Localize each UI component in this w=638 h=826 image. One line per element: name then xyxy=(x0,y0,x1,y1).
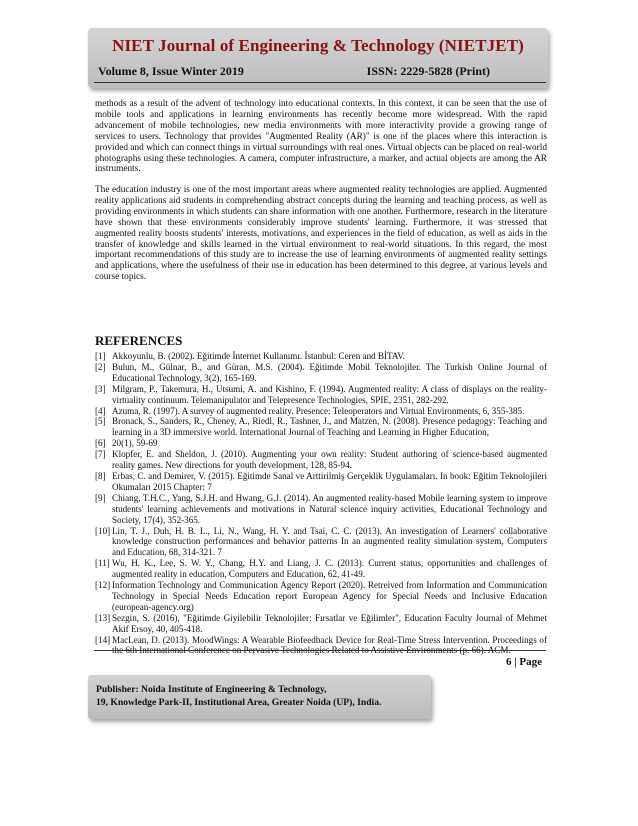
reference-text: Klopfer, E. and Sheldon, J. (2010). Augmenting your own reality: Student authoring of science-based augmented reality games. New directions for youth development, 128, 85-94. xyxy=(112,449,547,471)
reference-text: MacLean, D. (2013). MoodWings: A Wearable Biofeedback Device for Real-Time Stress Intervention. Proceedings of the 6th International Conference on Pervasive Technologies Related to Assistive Environments (p. 66). ACM. xyxy=(112,634,547,656)
reference-item xyxy=(95,580,547,613)
reference-number: [10] xyxy=(95,525,111,536)
footer-divider xyxy=(94,650,546,651)
reference-text: Erbas, C. and Demirer, V. (2015). Eğitimde Sanal ve Arttirilmiş Gerçeklik Uygulamaları. In book: Eğitim Teknolojileri Okumaları 2015 Chapter: 7 xyxy=(112,470,547,492)
reference-number: [11] xyxy=(95,558,110,569)
publisher-address: 19, Knowledge Park-II, Institutional Area, Greater Noida (UP), India. xyxy=(96,697,382,708)
reference-number: [13] xyxy=(95,612,111,623)
reference-number: [5] xyxy=(95,416,106,427)
reference-item xyxy=(95,493,547,526)
reference-item xyxy=(95,362,547,384)
reference-item xyxy=(95,384,547,406)
paragraph-text: methods as a result of the advent of technology into educational contexts. In this context, it can be seen that the use of mobile tools and applications in learning environments has recently become more widespread. With the rapid advancement of mobile technologies, new media environments with more interactivity provide a growing range of services to users. Technology that provides "Augmented Reality (AR)" is one of the places where this interaction is provided and which can connect things in virtual surroundings with real ones. Virtual objects can be placed on real-world photographs using these technologies. A camera, computer infrastructure, a marker, and actual objects are among the AR instruments. xyxy=(95,99,547,175)
publisher-footer-banner xyxy=(88,675,431,719)
issn-info: ISSN: 2229-5828 (Print) xyxy=(366,64,490,78)
reference-text: Lin, T. J., Duh, H. B. L., Li, N., Wang, H. Y. and Tsai, C. C. (2013). An investigation of Learners' collaborative knowledge construction performances and behavior patterns In an augmented reality simulation system, Computers and Education, 68, 314-321. 7 xyxy=(112,525,547,558)
reference-item xyxy=(95,613,547,635)
reference-item xyxy=(95,471,547,493)
body-paragraph-1 xyxy=(95,99,547,175)
references-list xyxy=(95,351,547,656)
reference-text: Bronack, S., Sanders, R., Cheney, A., Riedl, R., Tashner, J., and Matzen, N. (2008). Presence pedagogy: Teaching and learning in a 3D immersive world. International Journal of Teaching and Learning in Higher Education, xyxy=(112,416,547,438)
reference-item xyxy=(95,438,547,449)
reference-text: Information Technology and Communication Agency Report (2020). Retreived from Information and Communication Technology in Special Needs Education report European Agency for Special Needs and Inclusive Education (european-agency.org) xyxy=(112,580,547,612)
publisher-name: Publisher: Noida Institute of Engineering & Technology, xyxy=(96,684,327,695)
reference-number: [6] xyxy=(95,438,106,449)
reference-number: [3] xyxy=(95,383,106,394)
header-divider xyxy=(94,82,546,83)
journal-header-banner xyxy=(88,28,548,88)
paragraph-text: The education industry is one of the most important areas where augmented reality technologies are applied. Augmented reality applications aid students in comprehending abstract concepts during the learning and teaching process, as well as providing environments in which students can share information with one another. Furthermore, research in the literature have shown that these environments considerably improve students' learning. Furthermore, it was stressed that augmented reality boosts students' interests, motivations, and experiences in the field of education, as well as aids in the transfer of knowledge and skills learned in the virtual environment to real-world situations. In this regard, the most important recommendations of this study are to increase the use of learning environments of augmented reality settings and applications, where the usefulness of their use in education has been determined to this degree, at various levels and course topics. xyxy=(95,185,547,283)
reference-number: [2] xyxy=(95,361,106,372)
reference-number: [8] xyxy=(95,470,106,481)
reference-item xyxy=(95,526,547,559)
reference-text: Chiang, T.H.C., Yang, S.J.H. and Hwang, G.J. (2014). An augmented reality-based Mobile learning system to improve students' learning achievements and motivations in Natural science inquiry activities, Educational Technology and Society, 17(4), 352-365. xyxy=(112,492,547,525)
reference-item xyxy=(95,351,547,362)
reference-text: Sezgin, S. (2016), "Eğitimde Giyilebilir Teknolojiler: Fırsatlar ve Eğilimler", Education Faculty Journal of Mehmet Akif Ersoy, 40, 405-418. xyxy=(112,612,547,634)
page-number: 6 | Page xyxy=(505,656,542,668)
reference-item xyxy=(95,558,547,580)
reference-item xyxy=(95,449,547,471)
reference-number: [4] xyxy=(95,405,106,416)
reference-number: [12] xyxy=(95,580,111,591)
reference-number: [14] xyxy=(95,634,111,645)
reference-item xyxy=(95,635,547,657)
references-heading: REFERENCES xyxy=(95,333,183,348)
body-paragraph-2 xyxy=(95,185,547,283)
reference-text: Milgram, P., Takemura, H., Utsumi, A. and Kishino, F. (1994). Augmented reality: A class of displays on the reality-virtuality continuum. Telemanipulator and Telepresence Technologies, SPIE, 2351, 282-292. xyxy=(112,383,547,405)
reference-number: [7] xyxy=(95,449,106,460)
reference-number: [1] xyxy=(95,351,106,361)
volume-issn-line xyxy=(98,64,538,79)
reference-text: 20(1), 59-69 xyxy=(112,438,158,449)
reference-text: Azuma, R. (1997). A survey of augmented reality. Presence: Teleoperators and Virtual Environments, 6, 355-385. xyxy=(112,405,525,416)
reference-text: Bulun, M., Gülnar, B., and Güran, M.S. (2004). Eğitimde Mobil Teknolojiler. The Turkish Online Journal of Educational Technology, 3(2), 165-169. xyxy=(112,361,547,383)
reference-item xyxy=(95,416,547,438)
reference-text: Wu, H. K., Lee, S. W. Y., Chang, H.Y. and Liang, J. C. (2013). Current status, opportunities and challenges of augmented reality in education, Computers and Education, 62, 41-49. xyxy=(112,558,547,580)
reference-item xyxy=(95,406,547,417)
reference-text: Akkoyunlu, B. (2002). Eğitimde İnternet Kullanımı. İstanbul: Ceren and BİTAV. xyxy=(112,351,405,361)
reference-number: [9] xyxy=(95,492,106,503)
journal-title: NIET Journal of Engineering & Technology (NIETJET) xyxy=(112,36,524,55)
volume-info: Volume 8, Issue Winter 2019 xyxy=(98,64,244,78)
